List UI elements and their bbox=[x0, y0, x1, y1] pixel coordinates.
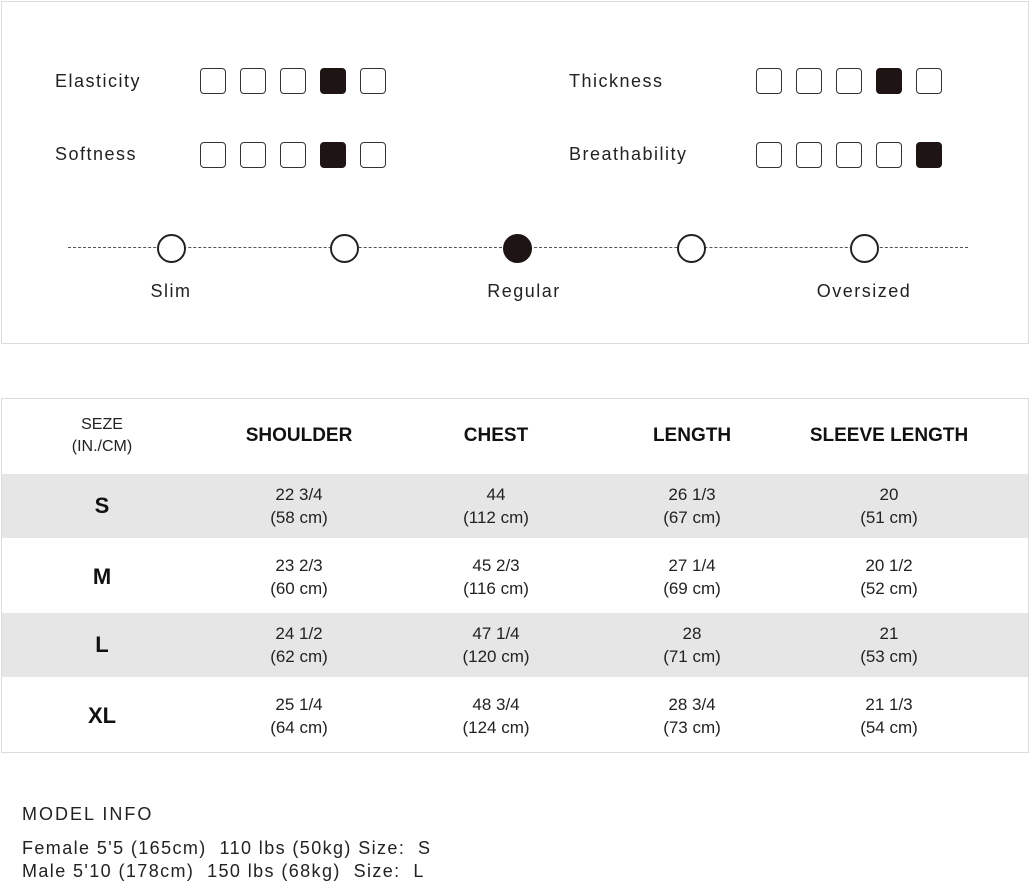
table-cell bbox=[462, 613, 529, 677]
attr-label-thickness: Thickness bbox=[569, 71, 664, 91]
cell-value: 28 3/4 bbox=[668, 694, 716, 714]
table-cell bbox=[860, 679, 918, 752]
rating-box-empty bbox=[756, 142, 782, 168]
table-cell bbox=[860, 613, 918, 677]
table-cell bbox=[270, 679, 328, 752]
cell-value: (64 cm) bbox=[270, 717, 328, 737]
cell-value: 21 bbox=[879, 624, 899, 643]
cell-value: (60 cm) bbox=[270, 578, 328, 598]
table-cell bbox=[463, 474, 529, 538]
size-header-line1: SEZE bbox=[81, 416, 123, 433]
cell-value: 48 3/4 bbox=[472, 694, 520, 714]
table-cell bbox=[270, 474, 328, 538]
table-cell bbox=[663, 679, 721, 752]
rating-box-empty bbox=[280, 142, 306, 168]
fit-marker-selected bbox=[503, 234, 532, 263]
table-cell bbox=[860, 474, 918, 538]
size-label: M bbox=[92, 563, 112, 589]
table-header-row bbox=[2, 399, 1028, 473]
table-cell bbox=[462, 679, 529, 752]
size-header-line2: (IN./CM) bbox=[71, 438, 133, 455]
table-cell bbox=[663, 540, 721, 613]
rating-breathability bbox=[756, 142, 942, 168]
rating-box-empty bbox=[876, 142, 902, 168]
cell-value: (112 cm) bbox=[463, 508, 529, 527]
table-row bbox=[2, 679, 1028, 752]
table-cell bbox=[463, 540, 529, 613]
model-info-male: Male 5'10 (178cm) 150 lbs (68kg) Size: L bbox=[22, 861, 425, 881]
rating-softness bbox=[200, 142, 386, 168]
fit-marker bbox=[677, 234, 706, 263]
attr-label-softness: Softness bbox=[55, 144, 138, 164]
table-cell bbox=[663, 613, 721, 677]
cell-value: (67 cm) bbox=[663, 508, 721, 527]
column-header-chest: CHEST bbox=[463, 425, 529, 446]
size-column-header bbox=[72, 399, 132, 473]
fit-marker bbox=[157, 234, 186, 263]
column-header-sleeve-length: SLEEVE LENGTH bbox=[809, 425, 969, 446]
table-cell bbox=[860, 540, 918, 613]
cell-value: (53 cm) bbox=[860, 647, 918, 666]
rating-box-empty bbox=[280, 68, 306, 94]
table-cell bbox=[270, 613, 328, 677]
size-label: XL bbox=[87, 702, 117, 728]
rating-box-filled bbox=[320, 68, 346, 94]
rating-box-filled bbox=[916, 142, 942, 168]
cell-value: 21 1/3 bbox=[865, 694, 913, 714]
rating-box-filled bbox=[876, 68, 902, 94]
rating-box-empty bbox=[360, 142, 386, 168]
cell-value: 20 bbox=[879, 485, 899, 504]
cell-value: 20 1/2 bbox=[865, 555, 913, 575]
fabric-attributes-panel bbox=[1, 1, 1029, 344]
table-cell bbox=[270, 540, 328, 613]
rating-thickness bbox=[756, 68, 942, 94]
cell-value: (124 cm) bbox=[462, 717, 530, 737]
size-label: S bbox=[94, 493, 110, 518]
column-header-shoulder: SHOULDER bbox=[245, 425, 353, 446]
cell-value: 45 2/3 bbox=[472, 555, 520, 575]
column-header-length: LENGTH bbox=[652, 425, 732, 446]
cell-value: (58 cm) bbox=[270, 508, 328, 527]
table-cell bbox=[663, 474, 721, 538]
table-row bbox=[2, 540, 1028, 613]
model-info-title: MODEL INFO bbox=[22, 804, 154, 824]
rating-box-empty bbox=[240, 142, 266, 168]
cell-value: (73 cm) bbox=[663, 717, 721, 737]
rating-box-empty bbox=[916, 68, 942, 94]
fit-label-oversized: Oversized bbox=[816, 281, 912, 301]
fit-label-slim: Slim bbox=[150, 281, 192, 301]
cell-value: (69 cm) bbox=[663, 578, 721, 598]
cell-value: (51 cm) bbox=[860, 508, 918, 527]
table-row bbox=[2, 474, 1028, 538]
fit-label-regular: Regular bbox=[487, 281, 561, 301]
fit-marker bbox=[330, 234, 359, 263]
cell-value: 23 2/3 bbox=[275, 555, 323, 575]
rating-box-empty bbox=[360, 68, 386, 94]
cell-value: (62 cm) bbox=[270, 647, 328, 666]
cell-value: 25 1/4 bbox=[275, 694, 323, 714]
rating-box-empty bbox=[836, 142, 862, 168]
size-chart-table bbox=[1, 398, 1029, 753]
cell-value: 47 1/4 bbox=[472, 624, 520, 643]
cell-value: 28 bbox=[682, 624, 702, 643]
cell-value: 26 1/3 bbox=[668, 485, 716, 504]
cell-value: 22 3/4 bbox=[275, 485, 323, 504]
cell-value: 24 1/2 bbox=[275, 624, 323, 643]
cell-value: (71 cm) bbox=[663, 647, 721, 666]
rating-elasticity bbox=[200, 68, 386, 94]
table-row bbox=[2, 613, 1028, 677]
cell-value: 27 1/4 bbox=[668, 555, 716, 575]
rating-box-empty bbox=[836, 68, 862, 94]
attr-label-breathability: Breathability bbox=[569, 144, 688, 164]
model-info-female: Female 5'5 (165cm) 110 lbs (50kg) Size: S bbox=[22, 838, 432, 858]
cell-value: (54 cm) bbox=[860, 717, 918, 737]
rating-box-empty bbox=[796, 68, 822, 94]
attr-label-elasticity: Elasticity bbox=[55, 71, 142, 91]
rating-box-empty bbox=[200, 68, 226, 94]
fit-marker bbox=[850, 234, 879, 263]
rating-box-filled bbox=[320, 142, 346, 168]
rating-box-empty bbox=[240, 68, 266, 94]
cell-value: 44 bbox=[486, 485, 506, 504]
cell-value: (120 cm) bbox=[462, 647, 530, 666]
rating-box-empty bbox=[200, 142, 226, 168]
cell-value: (116 cm) bbox=[463, 578, 529, 598]
rating-box-empty bbox=[756, 68, 782, 94]
size-label: L bbox=[95, 632, 109, 657]
rating-box-empty bbox=[796, 142, 822, 168]
cell-value: (52 cm) bbox=[860, 578, 918, 598]
